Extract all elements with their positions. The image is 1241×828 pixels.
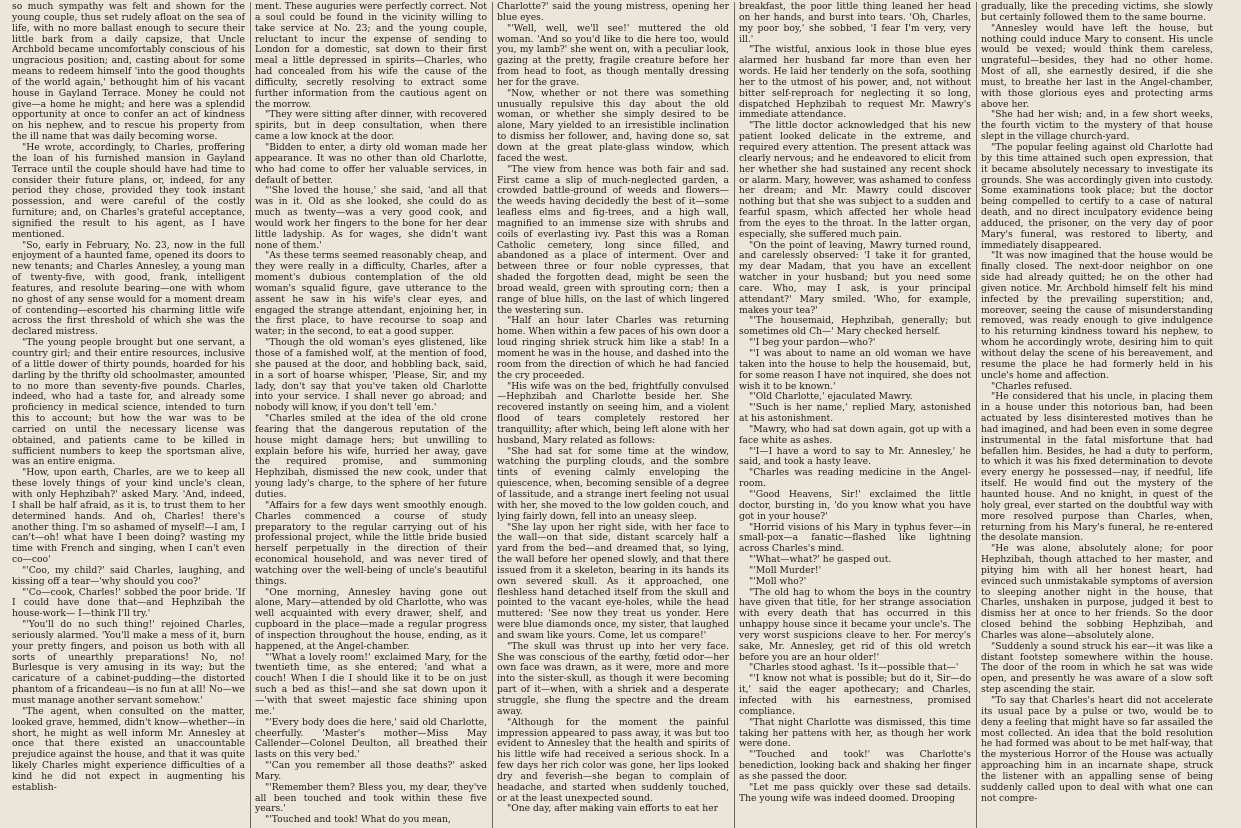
paragraph: "That night Charlotte was dismissed, this time taking her pattens with her, as though her work were done.: [739, 716, 971, 750]
paragraph: "Charles stood aghast. 'Is it—possible that—': [749, 662, 959, 674]
paragraph: "'Moll who?': [749, 575, 807, 587]
paragraph: "The skull was thrust up into her very face. She was conscious of the earthy, fœtid odor—her own face was drawn, as it were, more and more into the sister-skull, as though it were becoming part of it—when, with a shriek and a desperate struggle, she flung the spectre and the dream away.: [497, 640, 729, 717]
paragraph: "Suddenly a sound struck his ear—it was like a distant footstep somewhere within the house. The door of the room in which he sat was wide open, and presently he was aware of a slow soft step ascending the stair.: [981, 640, 1213, 696]
paragraph: "The young people brought but one servant, a country girl; and their entire resources, inclusive of a little dower of thirty pounds, hoarded for his darling by the thrifty old schoolmaster, amounted to no more than seventy-five pounds. Charles, indeed, who had a taste for, and already some proficiency in medical science, intended to turn this to account; but how the war was to be carried on until the necessary license was obtained, and patients came to be killed in sufficient numbers to keep the sportsman alive, was an entire enigma.: [12, 337, 245, 468]
paragraph: "'Touched and took! What do you mean,: [265, 814, 451, 826]
paragraph: "'I beg your pardon—who?': [749, 337, 876, 349]
paragraph: "Half an hour later Charles was returning home. When within a few paces of his own door a loud ringing shriek struck him like a stab! In a moment he was in the house, and dashed into the room from the direction of which he had fancied the cry proceeded.: [497, 315, 729, 381]
text-column-1: [8, 2, 250, 828]
paragraph: "The old hag to whom the boys in the country have given that title, for her strange association with every death that has occurred in this unhappy house since it became your uncle's. The very worst suspicions cleave to her. For mercy's sake, Mr. Annesley, get rid of this old wretch before you are an hour older!': [739, 586, 971, 663]
paragraph: "It was now imagined that the house would be finally closed. The next-door neighbor on one side had already quitted; he on the other had given notice. Mr. Archbold himself felt his mind infected by the prevailing superstition; and, moreover, seeing the cause of misunderstanding removed, was ready enough to give indulgence to his returning kindness toward his nephew, to whom he accordingly wrote, desiring him to quit without delay the scene of his bereavement, and resume the place he had formerly held in his uncle's home and affection.: [981, 250, 1213, 381]
paragraph: "He was alone, absolutely alone; for poor Hephzibah, though attached to her master, and pitying him with all her honest heart, had evinced such unmistakable symptoms of aversion to sleeping another night in the house, that Charles, unshaken in purpose, judged it best to dismiss her at once to her friends. So the door closed behind the sobbing Hephzibah, and Charles was alone—absolutely alone.: [981, 543, 1213, 641]
paragraph: "'I was about to name an old woman we have taken into the house to help the housemaid, but, for some reason I have not inquired, she does not wish it to be known.': [739, 348, 971, 392]
paragraph: ment. These auguries were perfectly correct. Not a soul could be found in the vicinity willing to take service at No. 23; and the young couple, reluctant to incur the expense of sending to London for a domestic, sat down to their first meal a little depressed in spirits—Charles, who had concealed from his wife the cause of the difficulty, secretly resolving to extract some further information from the cautious agent on the morrow.: [255, 2, 487, 110]
paragraph: "The view from hence was both fair and sad. First came a slip of much-neglected garden, a crowded battle-ground of weeds and flowers—the weeds having decidedly the best of it—some leafless elms and fig-trees, and a high wall, magnified to an immense size with shrubs and coils of everlasting ivy. Past this was a Roman Catholic cemetery, long since filled, and abandoned as a place of interment. Over and between three or four noble cypresses, that shaded the forgotten dead, might be seen the broad weald, green with sprouting corn; then a range of blue hills, on the last of which lingered the westering sun.: [497, 163, 729, 316]
paragraph: "'Coo, my child?' said Charles, laughing, and kissing off a tear—'why should you coo?': [12, 564, 245, 587]
paragraph: breakfast, the poor little thing leaned her head on her hands, and burst into tears. 'Oh, Charles, my poor boy,' she sobbed, 'I fear I'm very, very ill.': [739, 2, 971, 45]
paragraph: gradually, like the preceding victims, she slowly but certainly followed them to the same bourne.: [981, 2, 1213, 23]
paragraph: "How, upon earth, Charles, are we to keep all these lovely things of your kind uncle's clean, with only Hephzibah?' asked Mary. 'And, indeed, I shall be half afraid, as it is, to trust them to her determined hands. And oh, Charles! there's another thing. I'm so ashamed of myself!—I am, I can't—oh! what have I been doing? wasting my time with French and singing, when I can't even co—coo': [12, 467, 245, 566]
paragraph: "'Moll Murder!': [749, 564, 822, 576]
paragraph: "They were sitting after dinner, with recovered spirits, but in deep consultation, when there came a low knock at the door.: [255, 109, 487, 143]
paragraph: "'I know not what is possible; but do it, Sir—do it,' said the eager apothecary; and Charles, infected with his earnestness, promised compliance.: [739, 673, 971, 717]
paragraph: "Charles was reading medicine in the Angel-room.: [739, 467, 971, 490]
paragraph: Charlotte?' said the young mistress, opening her blue eyes.: [497, 2, 729, 23]
paragraph: "His wife was on the bed, frightfully convulsed —Hephzibah and Charlotte beside her. She recovered instantly on seeing him, and a violent flood of tears completely restored her tranquillity; after which, being left alone with her husband, Mary related as follows:: [497, 380, 729, 446]
paragraph: "'Every body does die here,' said old Charlotte, cheerfully. 'Master's mother—Miss May Callender—Colonel Deulton, all breathed their lasts on this very bed.': [255, 716, 487, 761]
paragraph: "'Remember them? Bless you, my dear, they've all been touched and took within these five years.': [255, 781, 487, 815]
paragraph: "One day, after making vain efforts to eat her: [507, 803, 719, 815]
paragraph: "The popular feeling against old Charlotte had by this time attained such open expression, that it became absolutely necessary to investigate its grounds. She was accordingly given into custody. Some examinations took place; but the doctor being compelled to certify to a case of natural death, and no direct inculpatory evidence being adduced, the prisoner, on the very day of poor Mary's funeral, was restored to liberty, and immediately disappeared.: [981, 141, 1213, 251]
paragraph: "Though the old woman's eyes glistened, like those of a famished wolf, at the mention of food, she paused at the door, and hobbling back, said, in a sort of hoarse whisper, 'Please, Sir, and my lady, don't say that you've taken old Charlotte into your service. I shall never go abroad; and nobody will know, if you don't tell 'em.': [255, 337, 487, 414]
paragraph: "'Touched and took!' was Charlotte's benediction, looking back and shaking her finger as she passed the door.: [739, 749, 971, 782]
paragraph: "To say that Charles's heart did not accelerate its usual pace by a pulse or two, would be to deny a feeling that might have so far assailed the most collected. An idea that the bold resolution he had formed was about to be met half-way, that the mysterious Horror of the House was actually approaching him in an incarnate shape, struck the listener with an appalling sense of being suddenly called upon to deal with what one can not compre-: [981, 695, 1213, 804]
text-column-5: [976, 2, 1218, 828]
paragraph: "The little doctor acknowledged that his new patient looked delicate in the extreme, and required every attention. The present attack was clearly nervous; and he endeavored to elicit from her whether she had sustained any recent shock or alarm. Mary, however, was ashamed to confess her dream; and Mr. Mawry could discover nothing but that she was subject to a sudden and fearful spasm, which affected her whole head from the eyes to the throat. In the latter organ, especially, she suffered much pain.: [739, 120, 971, 240]
paragraph: "Let me pass quickly over these sad details. The young wife was indeed doomed. Drooping: [739, 781, 971, 804]
paragraph: "'I—I have a word to say to Mr. Annesley,' he said, and took a hasty leave.: [739, 445, 971, 468]
paragraph: "The agent, when consulted on the matter, looked grave, hemmed, didn't know—whether—in short, he might as well inform Mr. Annesley at once that there existed an unaccountable prejudice against the house, and that it was quite likely Charles might experience difficulties of a kind he did not expect in augmenting his establish-: [12, 705, 245, 793]
paragraph: "'The housemaid, Hephzibah, generally; but sometimes old Ch—' Mary checked herself.: [739, 315, 971, 338]
paragraph: "'She loved the house,' she said, 'and all that was in it. Old as she looked, she could do as much as twenty—was a very good cook, and would work her fingers to the bone for her dear little ladyship. As for wages, she didn't want none of them.': [255, 185, 487, 251]
paragraph: "'You'll do no such thing!' rejoined Charles, seriously alarmed. 'You'll make a mess of it, burn your pretty fingers, and poison us both with all sorts of unearthly preparations! No, no! Burlesque is very amusing in its way; but the caricature of a cabinet-pudding—the distorted phantom of a fricandeau—is no fun at all! No—we must manage another servant somehow.': [12, 619, 245, 706]
paragraph: "Horrid visions of his Mary in typhus fever—in small-pox—a fanatic—flashed like lightning across Charles's mind.: [739, 521, 971, 555]
paragraph: "Annesley would have left the house, but nothing could induce Mary to consent. His uncle would be vexed; would think them careless, ungrateful—besides, they had no other home. Most of all, she earnestly desired, if die she must, to breathe her last in the Angel-chamber, with those glorious eyes and protecting arms above her.: [981, 22, 1213, 110]
paragraph: "He wrote, accordingly, to Charles, proffering the loan of his furnished mansion in Gayland Terrace until the couple should have had time to consider their future plans, or, indeed, for any period they chose, provided they took instant possession, and were careful of the costly furniture; and, on Charles's grateful acceptance, signified the result to his agent, as I have mentioned.: [12, 141, 245, 240]
paragraph: so much sympathy was felt and shown for the young couple, thus set rudely afloat on the sea of life, with no more ballast enough to secure their little bark from a daily capsize, that Uncle Archbold became uncomfortably conscious of his ungracious position; and, casting about for some means to redeem himself 'into the good thoughts of the world again,' bethought him of his vacant house in Gayland Terrace. Money he could not give—a home he might; and here was a splendid opportunity at once to confer an act of kindness on his nephew, and to rescue his property from the ill name that was daily becoming worse.: [12, 2, 245, 143]
paragraph: "Charles refused.: [991, 380, 1073, 392]
paragraph: "She lay upon her right side, with her face to the wall—on that side, distant scarcely half a yard from the bed—and dreamed that, so lying, the wall before her opened slowly, and that there issued from it a skeleton, bearing in its hands its own severed skull. As it approached, one fleshless hand detached itself from the skull and pointed to the vacant eye-holes, while the head muttered: 'See now they treat us yonder. Here were blue diamonds once, my sister, that laughed and swam like yours. Come, let us compare!': [497, 521, 729, 641]
paragraph: "She had her wish; and, in a few short weeks, the fourth victim to the mystery of that house slept in the village church-yard.: [981, 109, 1213, 143]
paragraph: "As these terms seemed reasonably cheap, and they were really in a difficulty, Charles, after a moment's dubious contemplation of the old woman's squalid figure, gave utterance to the assent he saw in his wife's clear eyes, and engaged the strange attendant, enjoining her, in the first place, to have recourse to soap and water; in the second, to eat a good supper.: [255, 250, 487, 338]
paragraph: "The wistful, anxious look in those blue eyes alarmed her husband far more than even her words. He laid her tenderly on the sofa, soothing her to the utmost of his power, and, not without bitter self-reproach for neglecting it so long, dispatched Hephzibah to request Mr. Mawry's immediate attendance.: [739, 44, 971, 121]
paragraph: "'Good Heavens, Sir!' exclaimed the little doctor, bursting in, 'do you know what you have got in your house?': [739, 488, 971, 522]
paragraph: "'What a lovely room!' exclaimed Mary, for the twentieth time, as she entered; 'and what a couch! When I die I should like it to be on just such a bed as this!—and she sat down upon it—'with that sweet majestic face shining upon me.': [255, 651, 487, 717]
paragraph: "'What—what?' he gasped out.: [749, 554, 892, 566]
text-column-3: [492, 2, 734, 828]
paragraph: "She had sat for some time at the window, watching the purpling clouds, and the sombre tints of evening calmly enveloping the quiescence, when, becoming sensible of a degree of lassitude, and a strange inert feeling not usual with her, she moved to the low golden couch, and lying fairly down, fell into an uneasy sleep.: [497, 445, 729, 522]
paragraph: "'Can you remember all those deaths?' asked Mary.: [255, 760, 487, 782]
paragraph: "So, early in February, No. 23, now in the full enjoyment of a haunted fame, opened its doors to new tenants; and Charles Annesley, a young man of twenty-five, with good, frank, intelligent features, and resolute bearing—one with whom no ghost of any sense would for a moment dream of contending—escorted his charming little wife across the first threshold of which she was the declared mistress.: [12, 239, 245, 338]
text-column-2: [250, 2, 492, 828]
paragraph: "One morning, Annesley having gone out alone, Mary—attended by old Charlotte, who was well acquainted with every drawer, shelf, and cupboard in the place—made a regular progress of inspection throughout the house, ending, as it happened, at the Angel-chamber.: [255, 586, 487, 652]
text-column-4: [734, 2, 976, 828]
paragraph: "'Such is her name,' replied Mary, astonished at his astonishment.: [739, 402, 971, 425]
paragraph: "On the point of leaving, Mawry turned round, and carelessly observed: 'I take it for granted, my dear Madam, that you have an excellent watcher in your husband; but you need some care. Who, may I ask, is your principal attendant?' Mary smiled. 'Who, for example, makes your tea?': [739, 239, 971, 316]
paragraph: "He considered that his uncle, in placing them in a house under this notorious ban, had been actuated by less disinterested motives than he had imagined, and had been even in some degree instrumental in the fatal misfortune that had befallen him. Besides, he had a duty to perform, to which it was his fixed determination to devote every energy he possessed—nay, if needful, life itself. He would find out the mystery of the haunted house. And no knight, in quest of the holy greal, ever started on the doubtful way with more resolved purpose than Charles, when, returning from his Mary's funeral, he re-entered the desolate mansion.: [981, 391, 1213, 544]
paragraph: "Mawry, who had sat down again, got up with a face white as ashes.: [739, 423, 971, 446]
paragraph: "'Old Charlotte,' ejaculated Mawry.: [749, 391, 913, 403]
paragraph: "Affairs for a few days went smoothly enough. Charles commenced a course of study preparatory to the regular carrying out of his professional project, while the little bride busied herself perpetually in the direction of their economical household, and was never tired of watching over the well-being of uncle's beautiful things.: [255, 499, 487, 587]
paragraph: "Now, whether or not there was something unusually repulsive this day about the old woman, or whether she simply desired to be alone, Mary yielded to an irresistible inclination to dismiss her follower, and, having done so, sat down at the great plate-glass window, which faced the west.: [497, 87, 729, 164]
paragraph: "Charles smiled at the idea of the old crone fearing that the dangerous reputation of the house might damage hers; but unwilling to explain before his wife, hurried her away, gave the required promise, and summoning Hephzibah, dismissed the new cook, under that young lady's charge, to the sphere of her future duties.: [255, 413, 487, 500]
paragraph: "'Well, well, we'll see!' muttered the old woman. 'And so you'd like to die here too, would you, my lamb?' she went on, with a peculiar look, gazing at the pretty, fragile creature before her from head to foot, as though mentally dressing her for the grave.: [497, 22, 729, 88]
paragraph: "Bidden to enter, a dirty old woman made her appearance. It was no other than old Charlotte, who had come to offer her valuable services, in default of better.: [255, 141, 487, 186]
paragraph: "Although for the moment the painful impression appeared to pass away, it was but too evident to Annesley that the health and spirits of his little wife had received a serious shock. In a few days her rich color was gone, her lips looked dry and feverish—she began to complain of headache, and started when suddenly touched, or at the least unexpected sound.: [497, 716, 729, 804]
paragraph: "'Co—cook, Charles!' sobbed the poor bride. 'If I could have done that—and Hephzibah the house-work— I—think I'll try.': [12, 586, 245, 620]
